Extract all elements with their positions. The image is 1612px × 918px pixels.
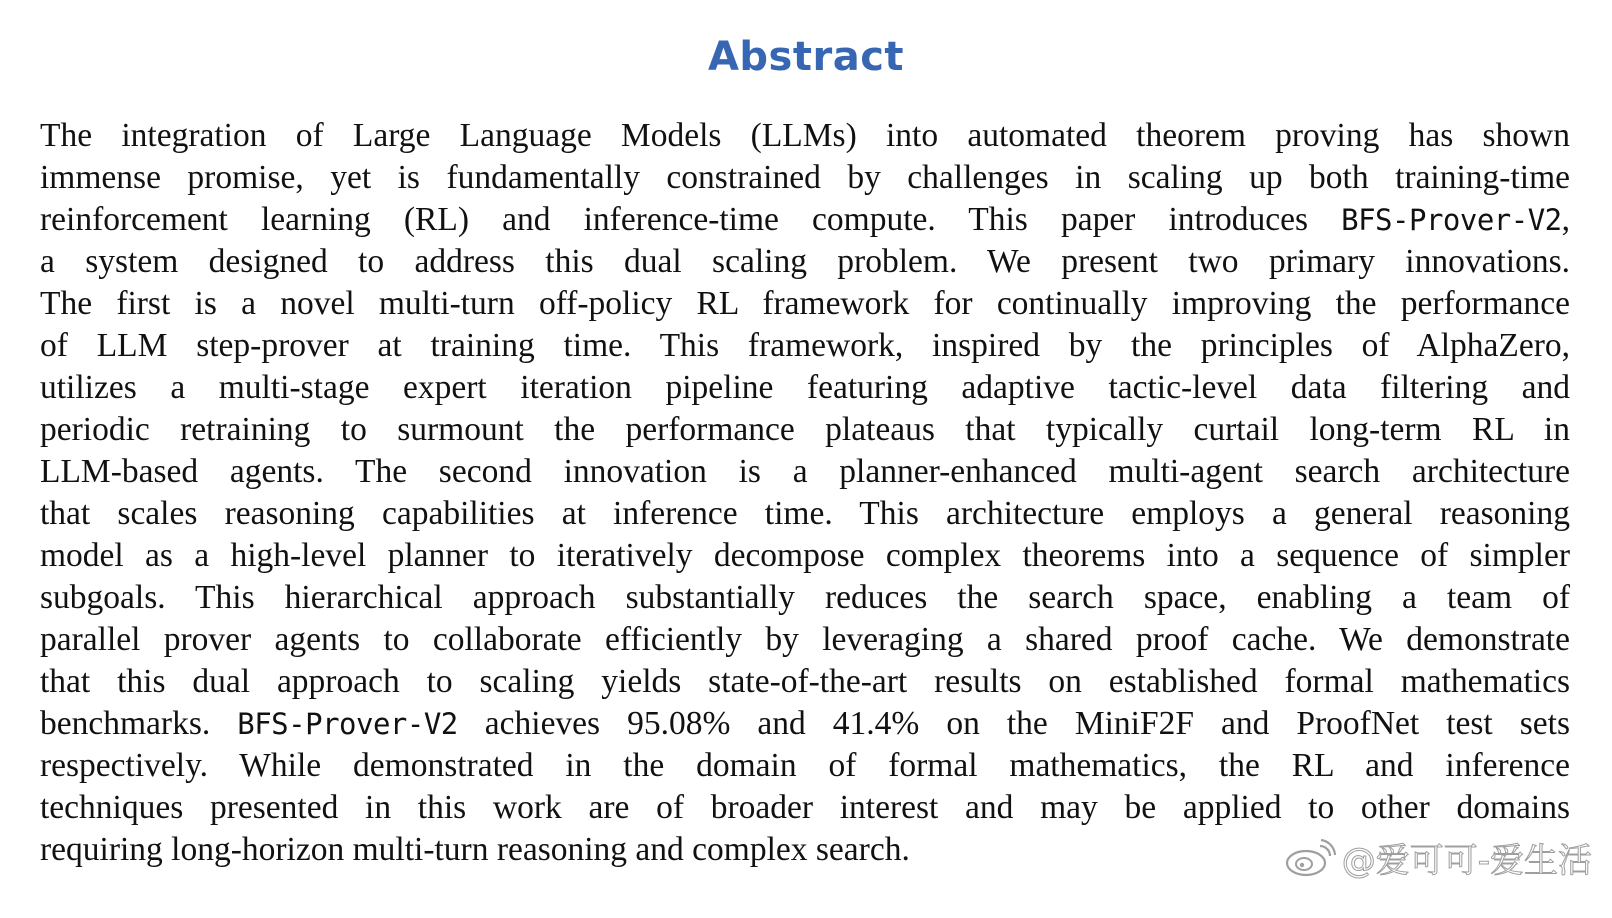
abstract-line: that this dual approach to scaling yields state-of-the-art results on established formal mathematics <box>40 663 1570 700</box>
watermark <box>1284 833 1592 882</box>
abstract-line: model as a high-level planner to iteratively decompose complex theorems into a sequence of simpler <box>40 537 1570 574</box>
abstract-line: The first is a novel multi-turn off-policy RL framework for continually improving the performance <box>40 285 1570 322</box>
line-text-before: benchmarks. <box>40 705 238 742</box>
abstract-line: LLM-based agents. The second innovation is a planner-enhanced multi-agent search architecture <box>40 453 1570 490</box>
weibo-icon <box>1284 838 1336 878</box>
abstract-line: respectively. While demonstrated in the domain of formal mathematics, the RL and inference <box>40 747 1570 784</box>
abstract-line <box>40 199 1570 241</box>
abstract-line: The integration of Large Language Models (LLMs) into automated theorem proving has shown <box>40 117 1570 154</box>
abstract-line: periodic retraining to surmount the performance plateaus that typically curtail long-term RL in <box>40 411 1570 448</box>
abstract-line: that scales reasoning capabilities at inference time. This architecture employs a general reasoning <box>40 495 1570 532</box>
abstract-line: parallel prover agents to collaborate efficiently by leveraging a shared proof cache. We demonstrate <box>40 621 1570 658</box>
abstract-line: techniques presented in this work are of broader interest and may be applied to other domains <box>40 789 1570 826</box>
abstract-line: a system designed to address this dual scaling problem. We present two primary innovations. <box>40 243 1570 280</box>
system-name-code: BFS-Prover-V2 <box>1341 203 1562 237</box>
abstract-line: of LLM step-prover at training time. This framework, inspired by the principles of AlphaZero, <box>40 327 1570 364</box>
abstract-line: immense promise, yet is fundamentally constrained by challenges in scaling up both training-time <box>40 159 1570 196</box>
abstract-line: subgoals. This hierarchical approach substantially reduces the search space, enabling a team of <box>40 579 1570 616</box>
line-text-after: , <box>1561 201 1570 238</box>
abstract-title: Abstract <box>707 34 905 80</box>
line-text-after: achieves 95.08% and 41.4% on the MiniF2F and ProofNet test sets <box>457 705 1571 742</box>
abstract-line: utilizes a multi-stage expert iteration pipeline featuring adaptive tactic-level data filtering and <box>40 369 1570 406</box>
system-name-code: BFS-Prover-V2 <box>237 707 458 741</box>
abstract-line <box>40 703 1570 745</box>
abstract-body <box>40 115 1570 871</box>
line-text-before: reinforcement learning (RL) and inference-time compute. This paper introduces <box>40 201 1342 238</box>
abstract-line: requiring long-horizon multi-turn reasoning and complex search. <box>40 831 910 868</box>
watermark-text: @爱可可-爱生活 <box>1341 841 1592 881</box>
